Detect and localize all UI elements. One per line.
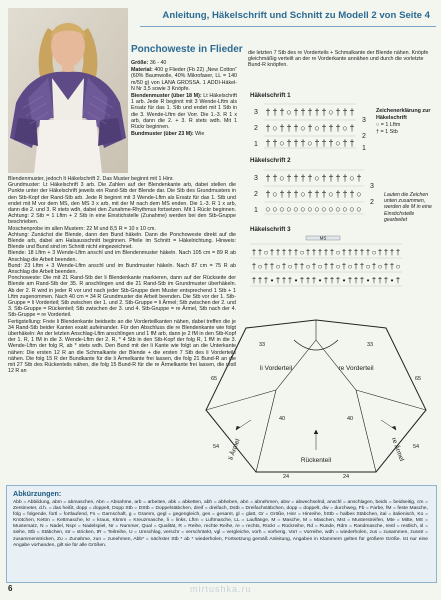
stitch-symbol: ○ bbox=[377, 262, 383, 271]
stitch-symbol: † bbox=[286, 138, 292, 148]
stitch-symbol: † bbox=[335, 189, 341, 199]
stitch-symbol: † bbox=[353, 262, 359, 271]
stitch-symbol: † bbox=[389, 248, 395, 257]
stitch-symbol: ○ bbox=[317, 262, 323, 271]
svg-text:1: 1 bbox=[254, 207, 258, 214]
stitch-symbol: † bbox=[287, 276, 293, 285]
stitch-symbol: ○ bbox=[335, 204, 341, 214]
instruction-paragraph: Moschenprobe im allen Mustern: 22 M und 8,5 R = 10 x 10 cm. bbox=[8, 225, 156, 232]
stitch-symbol: † bbox=[329, 276, 335, 285]
stitch-symbol: ○ bbox=[335, 262, 341, 271]
chart-2-title: Häkelschrift 2 bbox=[250, 157, 291, 164]
crochet-chart-3 bbox=[246, 234, 406, 290]
instruction-paragraph: Grundmuster: Lt Häkelschrift 3 arb. Die Zahlen auf der Blendenkante arb, dabei stellen die Punkte unter der Häkelschrift jeweils ein Rand-Stb der Blende dar. Die Stb des Grundmusters in den Stb-Kopf der Rand-Stb arb. Jede R beginnt mit 3 Wende-Lftm als Ersatz für das 1. Stb und endet mit M vor dem MS, den MS 3 x arb, mit der M nach dem MS enden. Die 1.-3. R 1 x arb, dann die 2. und 3. R stets wdh, dabei den Zunahme-Rhythmus fortsetzen. Mit 1 Rückr beginnen. Achtung: 2 Stb = 1 Lftm + 2 Stb in eine Einstichstelle (Zunahme) werden bei den Stb-Gruppe beschrieben. bbox=[8, 182, 236, 226]
legend-title: Zeichenerklärung zur Häkelschrift bbox=[376, 108, 431, 121]
schema-measure: 65 bbox=[414, 376, 422, 382]
stitch-symbol: ○ bbox=[272, 189, 278, 199]
stitch-symbol: ○ bbox=[300, 189, 306, 199]
stitch-symbol: † bbox=[321, 107, 327, 117]
stitch-symbol: ○ bbox=[307, 138, 313, 148]
stitch-symbol: † bbox=[321, 189, 327, 199]
stitch-symbol: † bbox=[314, 189, 320, 199]
svg-text:2: 2 bbox=[370, 199, 374, 206]
legend-item bbox=[376, 129, 441, 136]
stitch-symbol: † bbox=[287, 248, 293, 257]
svg-text:3: 3 bbox=[362, 117, 366, 124]
abbreviations-title: Abkürzungen: bbox=[13, 489, 62, 498]
page-header-title: Anleitung, Häkelschrift und Schnitt zu Modell 2 von Seite 4 bbox=[162, 10, 430, 21]
schema-label: li Ärmel bbox=[227, 438, 242, 461]
stitch-symbol: † bbox=[314, 107, 320, 117]
stitch-symbol: ○ bbox=[314, 123, 320, 133]
stitch-symbol: † bbox=[265, 189, 271, 199]
instruction-paragraph: Achtung: Zunächst die Blende, dann den Bund häkeln. Dann die Ponchoweste direkt auf die Blende arb, dabei am Halsausschnitt beginnen. Pfeile im Schnitt = Häkelrichtung. Hinweis: Blende und Bund sind im Schnitt nicht eingezeichnet. bbox=[8, 231, 236, 251]
stitch-symbol: † bbox=[356, 173, 362, 183]
stitch-symbol: ○ bbox=[356, 204, 362, 214]
stitch-symbol: ○ bbox=[299, 248, 305, 257]
stitch-symbol: † bbox=[286, 123, 292, 133]
stitch-symbol: † bbox=[299, 276, 305, 285]
stitch-symbol: † bbox=[371, 276, 377, 285]
schema-measure: 40 bbox=[278, 416, 286, 422]
schema-label: re Vorderteil bbox=[338, 365, 374, 372]
stitch-symbol: ○ bbox=[335, 248, 341, 257]
svg-text:3: 3 bbox=[254, 175, 258, 182]
stitch-symbol: † bbox=[321, 123, 327, 133]
svg-text:2: 2 bbox=[254, 125, 258, 132]
schema-measure: 24 bbox=[282, 474, 290, 480]
stitch-symbol: ○ bbox=[300, 204, 306, 214]
stitch-symbol: † bbox=[341, 248, 347, 257]
stitch-symbol: † bbox=[359, 276, 365, 285]
stitch-symbol: † bbox=[265, 173, 271, 183]
crochet-chart-1 bbox=[250, 100, 370, 152]
instruction-paragraph: Ponchoweste: Die mit 21 Rand-Stb der li Blendenkante markieren, dann auf der Rückseite der Blende am Rand-Stb der 35. R anschlingen und die 21 Rand-Stb im Grundmuster überhäkeln. Ab der 2. R wird in jeder R vor und nach jeder Stb-Gruppe dem Muster entsprechend 1 Stb + 1 Lftm zugenommen. Nach 40 cm = 34 R Grundmuster die Arbeit beenden. Die Stb vor der 1. Stb-Gruppe = li Vorderteil; Stb zwischen der 1. und 2. Stb-Gruppe = li Ärmel; Stb zwischen der 2. und 3. Stb-Gruppe = Rückenteil; Stb zwischen der 3. und 4. Stb-Gruppe = re Ärmel, Stb nach der 4. Stb-Gruppe = re Vorderteil. bbox=[8, 275, 236, 319]
model-photo-illustration bbox=[8, 8, 128, 173]
pattern-repeat-label: MS bbox=[319, 235, 327, 241]
stitch-symbol: • bbox=[318, 276, 322, 285]
stitch-symbol: † bbox=[307, 123, 313, 133]
stitch-symbol: † bbox=[349, 189, 355, 199]
stitch-symbol: • bbox=[294, 276, 298, 285]
schema-measure: 33 bbox=[258, 342, 266, 348]
stitch-symbol: ○ bbox=[305, 262, 311, 271]
chart-3-title: Häkelschrift 3 bbox=[250, 226, 291, 233]
stitch-symbol: † bbox=[293, 173, 299, 183]
stitch-symbol: † bbox=[335, 107, 341, 117]
material-value: 400 g Flieder (Fb 22) „New Cotton“ (60% Baumwolle, 40% Mikrofaser, LL = 140 m/50 g) von LANA GROSSA. 1 ADDI-Häkel-N Nr 3,5 sowie 3 Knöpfe. bbox=[131, 67, 237, 92]
stitch-symbol: † bbox=[329, 262, 335, 271]
stitch-symbol: ○ bbox=[287, 262, 293, 271]
schema-measure: 65 bbox=[210, 376, 218, 382]
blend-pattern-label: Biendenmuster (über 18 M): bbox=[131, 93, 202, 100]
stitch-symbol: † bbox=[321, 138, 327, 148]
stitch-symbol: † bbox=[281, 276, 287, 285]
stitch-symbol: † bbox=[353, 248, 359, 257]
stitch-symbol: ○ bbox=[300, 123, 306, 133]
stitch-symbol: † bbox=[329, 248, 335, 257]
stitch-symbol: ○ bbox=[395, 262, 401, 271]
stitch-symbol: † bbox=[272, 173, 278, 183]
stitch-symbol: † bbox=[251, 276, 257, 285]
bund-pattern-paragraph bbox=[131, 131, 237, 137]
schema-label: li Vorderteil bbox=[259, 365, 293, 372]
stitch-symbol: † bbox=[305, 276, 311, 285]
model-title: Ponchoweste in Flieder bbox=[131, 44, 243, 55]
stitch-symbol: † bbox=[263, 262, 269, 271]
stitch-symbol: ○ bbox=[349, 173, 355, 183]
stitch-symbol: † bbox=[300, 173, 306, 183]
schema-measure: 54 bbox=[212, 444, 220, 450]
svg-text:2: 2 bbox=[362, 133, 366, 140]
svg-text:3: 3 bbox=[370, 183, 374, 190]
stitch-symbol: † bbox=[269, 262, 275, 271]
svg-text:1: 1 bbox=[362, 145, 366, 152]
instruction-paragraph: Bund: 23 Lftm + 3 Wende-Lftm anschl und im Bundmuster häkeln. Nach 87 cm = 75 R ab Anschlag die Arbeit beenden. bbox=[8, 262, 236, 276]
stitch-symbol: † bbox=[323, 276, 329, 285]
legend-chain-icon: ○ bbox=[376, 122, 380, 128]
stitch-symbol: ○ bbox=[356, 189, 362, 199]
stitch-symbol: † bbox=[293, 262, 299, 271]
stitch-symbol: † bbox=[328, 123, 334, 133]
stitch-symbol: † bbox=[389, 262, 395, 271]
stitch-symbol: † bbox=[251, 248, 257, 257]
stitch-symbol: † bbox=[281, 248, 287, 257]
legend-stitch-icon: † bbox=[376, 129, 379, 135]
legend-label: = 1 Stb bbox=[380, 129, 398, 135]
stitch-symbol: † bbox=[323, 248, 329, 257]
stitch-symbol: † bbox=[307, 107, 313, 117]
stitch-symbol: † bbox=[314, 138, 320, 148]
stitch-symbol: † bbox=[335, 123, 341, 133]
stitch-symbol: ○ bbox=[365, 262, 371, 271]
stitch-symbol: † bbox=[377, 276, 383, 285]
stitch-symbol: ○ bbox=[286, 204, 292, 214]
svg-text:3: 3 bbox=[254, 109, 258, 116]
stitch-symbol: † bbox=[328, 138, 334, 148]
stitch-symbol: ○ bbox=[335, 138, 341, 148]
stitch-symbol: † bbox=[311, 276, 317, 285]
schema-measure: 40 bbox=[346, 416, 354, 422]
stitch-symbol: • bbox=[366, 276, 370, 285]
stitch-symbol: ○ bbox=[265, 204, 271, 214]
stitch-symbol: † bbox=[279, 189, 285, 199]
stitch-symbol: • bbox=[390, 276, 394, 285]
stitch-symbol: † bbox=[365, 248, 371, 257]
stitch-symbol: • bbox=[342, 276, 346, 285]
stitch-symbol: † bbox=[307, 173, 313, 183]
blend-pattern-paragraph bbox=[131, 93, 237, 130]
garment-schematic bbox=[196, 300, 436, 480]
stitch-symbol: † bbox=[286, 189, 292, 199]
stitch-symbol: † bbox=[275, 248, 281, 257]
page-header bbox=[140, 8, 436, 34]
stitch-symbol: † bbox=[395, 276, 401, 285]
stitch-symbol: ○ bbox=[342, 204, 348, 214]
stitch-symbol: † bbox=[395, 248, 401, 257]
stitch-symbol: † bbox=[293, 138, 299, 148]
stitch-symbol: † bbox=[371, 262, 377, 271]
watermark: mirtushka.ru bbox=[190, 584, 252, 594]
instruction-paragraph: Blendenmuster, jedoch lt Häkelschrift 2. Das Muster beginnt mit 1 Hinr. bbox=[8, 176, 174, 182]
abbreviations-box bbox=[6, 485, 437, 583]
stitch-symbol: † bbox=[300, 107, 306, 117]
stitch-symbol: ○ bbox=[307, 204, 313, 214]
instruction-paragraph: Fertigstellung: Freie li Blendenkante beidseits an die Vorderteilkanten nähen, dabei treffen die je 34 Rand-Stb beider Kanten exakt aufeinander. Für den Abschluss die re Blendenkante wie folgt überhäkeln: An der letzten Anschlag-Lftm anschlingen und 1 fM arb, dann je 2 fM in den Stb-Kopf der 1. R, 1 fM in die 3. Wende-Lftm der 2. R, * 4 Stb in den Stb-Kopf der folg R, 1 fM in die 3. Wende-Lftm der folg R, ab * stets wdh. Den Bund mit der li Kante wie folgt an die Unterkante nähen: Die ersten 12 R an die Schmalkante der Blende + die ersten 7 Stb des li Vorderteils nähen. Die folg 15 R der Bundkante für die li Ärmelkante frei lassen, die folg 21 Bund-R an die mit 27 Stb des Rückenteils nähen, die folg 15 Bund-R für die re Ärmelkante frei lassen, die restl 12 R an bbox=[8, 318, 236, 375]
crochet-chart-2 bbox=[250, 166, 378, 218]
stitch-symbol: † bbox=[286, 173, 292, 183]
schema-measure: 54 bbox=[412, 444, 420, 450]
stitch-symbol: † bbox=[275, 276, 281, 285]
chart-legend bbox=[376, 108, 441, 136]
legend-label: = 1 Lftm bbox=[380, 122, 401, 128]
stitch-symbol: ○ bbox=[272, 204, 278, 214]
stitch-symbol: † bbox=[263, 276, 269, 285]
chart-1-title: Häkelschrift 1 bbox=[250, 92, 291, 99]
stitch-symbol: ○ bbox=[279, 204, 285, 214]
stitch-symbol: † bbox=[341, 262, 347, 271]
stitch-symbol: † bbox=[321, 173, 327, 183]
svg-text:2: 2 bbox=[254, 191, 258, 198]
stitch-symbol: † bbox=[293, 123, 299, 133]
stitch-symbol: ○ bbox=[293, 204, 299, 214]
bund-pattern-value: Wie bbox=[195, 131, 205, 138]
stitch-symbol: † bbox=[349, 107, 355, 117]
stitch-symbol: † bbox=[299, 262, 305, 271]
instruction-paragraph: Blende: 18 Lftm + 3 Wende-Lftm anschl und im Blendenmuster häkeln. Nach 105 cm = 89 R ab Anschlag die Arbeit beenden. bbox=[8, 250, 236, 263]
stitch-symbol: ○ bbox=[272, 123, 278, 133]
stitch-symbol: † bbox=[335, 173, 341, 183]
stitch-symbol: † bbox=[342, 189, 348, 199]
schema-measure: 24 bbox=[342, 474, 350, 480]
size-label: Größe: bbox=[131, 60, 149, 66]
blend-pattern-value: Lt Häkelschrift 1 arb. Jede R beginnt mit 3 Wende-Lftm als Ersatz für das 1. Stb und endet mit 1 Stb in die 3. Wende-Lftm der Vorr. Die 1.-3. R 1 x arb, dann die 2. + 3. R stets wdh. Mit 1 Rückr beginnen. bbox=[131, 93, 237, 131]
chart-side-note: Lauten die Zeichen unten zusammen, werden die M in eine Einstichstelle gearbeitet bbox=[384, 192, 432, 223]
stitch-symbol: † bbox=[349, 138, 355, 148]
stitch-symbol: † bbox=[281, 262, 287, 271]
stitch-symbol: † bbox=[269, 248, 275, 257]
schema-measure: 33 bbox=[366, 342, 374, 348]
legend-item bbox=[376, 122, 441, 129]
stitch-symbol: ○ bbox=[275, 262, 281, 271]
model-photo bbox=[8, 8, 128, 173]
stitch-symbol: † bbox=[383, 276, 389, 285]
stitch-symbol: † bbox=[305, 248, 311, 257]
stitch-symbol: † bbox=[293, 107, 299, 117]
stitch-symbol: † bbox=[349, 123, 355, 133]
stitch-symbol: † bbox=[265, 123, 271, 133]
stitch-symbol: ○ bbox=[328, 189, 334, 199]
stitch-symbol: † bbox=[265, 138, 271, 148]
stitch-symbol: ○ bbox=[314, 204, 320, 214]
continued-instructions: die letzten 7 Stb des re Vorderteils + Schmalkante der Blende nähen. Knöpfe gleichmäßig verteilt an der re Vorderkante annähen und durch die vorletzte Bund-R knöpfen. bbox=[248, 50, 429, 69]
stitch-symbol: † bbox=[377, 248, 383, 257]
stitch-symbol: † bbox=[265, 107, 271, 117]
size-paragraph bbox=[131, 60, 237, 66]
stitch-symbol: † bbox=[347, 276, 353, 285]
stitch-symbol: † bbox=[300, 138, 306, 148]
stitch-symbol: † bbox=[307, 189, 313, 199]
stitch-symbol: † bbox=[383, 248, 389, 257]
stitch-symbol: † bbox=[353, 276, 359, 285]
svg-text:1: 1 bbox=[254, 141, 258, 148]
stitch-symbol: † bbox=[257, 248, 263, 257]
stitch-symbol: ○ bbox=[279, 138, 285, 148]
schema-label: re Ärmel bbox=[389, 436, 405, 463]
stitch-symbol: † bbox=[279, 123, 285, 133]
stitch-symbol: ○ bbox=[328, 204, 334, 214]
stitch-symbol: † bbox=[317, 248, 323, 257]
stitch-symbol: † bbox=[383, 262, 389, 271]
stitch-symbol: ○ bbox=[286, 107, 292, 117]
stitch-symbol: ○ bbox=[347, 262, 353, 271]
abbreviations-text: Abb = Abbildung, abm = abmaschen, Abn = Abnahme, arb = arbeiten, abk = abketten, abh = abheben, abn = abnehmen, abw = abwechselnd, anschl = anschlagen, beids = beidseitig, cm = Zentimeter, d.h. = das heißt, dopp = doppelt, Dopp Stb = DStb = Doppelstäbchen, dreif = dreifach, Dstb = Dreifachstäbchen, dopp = doppelt, dw = durchweg, Fb = Farbe, fM = feste Masche, folg = folgende, fortl = fortlaufend, Fs = Garnschaft, g = Gramm, gegl = gegengleich, ges = gesamt, gl = glatt, Gr = Größe, Hinr = Hinreihe, hStb = halbes Stäbchen, ital = italienisch, Ko = Knötchen, Kettm = Kettmasche, kr = kraus, Kkmm = Kreuzmasche, li = links, Lftm = Luftmasche, LL = Lauflänge, M = Masche, M = Maschen, Mst = Musterstreifen, Mte = Mitte, MS = Mustersatz, N = Nadel, Nspr = Nadelspiel, Nr = Nummer, Qual = Qualität, R = Reihe, rechte Reihe, re = rechts, Rückr = Rückreihe, Rd = Runde, Rdm = Randmasche, restl = restlich, sl = siehe, Stb = Stäbchen, str = stricken, tR = Teilreihe, U = Umschlag, verschr = verschränkt, vgl = vergleiche, vorh = vorherig, Vorr = Vorreihe, wdh = wiederholen, zus = zusammen, zusstr = zusammenstricken, Zu = Zunahme, zun = zunehmen, Abb* = nächster Stb * ab * wiederholen, Fortsetzung gemäß Anleitung, Angaben in Klammern gelten für größere Größe. Ist nur eine Angabe vorhanden, gilt sie für alle Größen. bbox=[13, 500, 428, 548]
stitch-symbol: † bbox=[311, 248, 317, 257]
bund-pattern-label: Bundmuster (über 23 M): bbox=[131, 131, 194, 138]
stitch-symbol: † bbox=[279, 107, 285, 117]
intro-text bbox=[131, 60, 237, 138]
schema-label: Rückenteil bbox=[300, 457, 332, 464]
header-rule bbox=[140, 26, 436, 27]
stitch-symbol: † bbox=[328, 173, 334, 183]
stitch-symbol: † bbox=[342, 173, 348, 183]
stitch-symbol: † bbox=[272, 138, 278, 148]
stitch-symbol: † bbox=[359, 248, 365, 257]
stitch-symbol: ○ bbox=[371, 248, 377, 257]
size-value: 36 - 40 bbox=[149, 60, 167, 66]
stitch-symbol: ○ bbox=[349, 204, 355, 214]
stitch-symbol: ○ bbox=[321, 204, 327, 214]
stitch-symbol: † bbox=[272, 107, 278, 117]
stitch-symbol: † bbox=[257, 276, 263, 285]
stitch-symbol: • bbox=[270, 276, 274, 285]
stitch-symbol: † bbox=[323, 262, 329, 271]
stitch-symbol: ○ bbox=[263, 248, 269, 257]
stitch-symbol: ○ bbox=[328, 107, 334, 117]
stitch-symbol: † bbox=[251, 262, 257, 271]
stitch-symbol: ○ bbox=[279, 173, 285, 183]
material-paragraph bbox=[131, 67, 237, 92]
stitch-symbol: † bbox=[293, 189, 299, 199]
material-label: Material: bbox=[131, 67, 153, 74]
stitch-symbol: † bbox=[342, 107, 348, 117]
stitch-symbol: † bbox=[293, 248, 299, 257]
stitch-symbol: ○ bbox=[342, 123, 348, 133]
stitch-symbol: † bbox=[359, 262, 365, 271]
stitch-symbol: ○ bbox=[257, 262, 263, 271]
stitch-symbol: † bbox=[342, 138, 348, 148]
stitch-symbol: ○ bbox=[314, 173, 320, 183]
stitch-symbol: † bbox=[347, 248, 353, 257]
stitch-symbol: † bbox=[335, 276, 341, 285]
page-number: 6 bbox=[8, 584, 13, 593]
stitch-symbol: † bbox=[311, 262, 317, 271]
